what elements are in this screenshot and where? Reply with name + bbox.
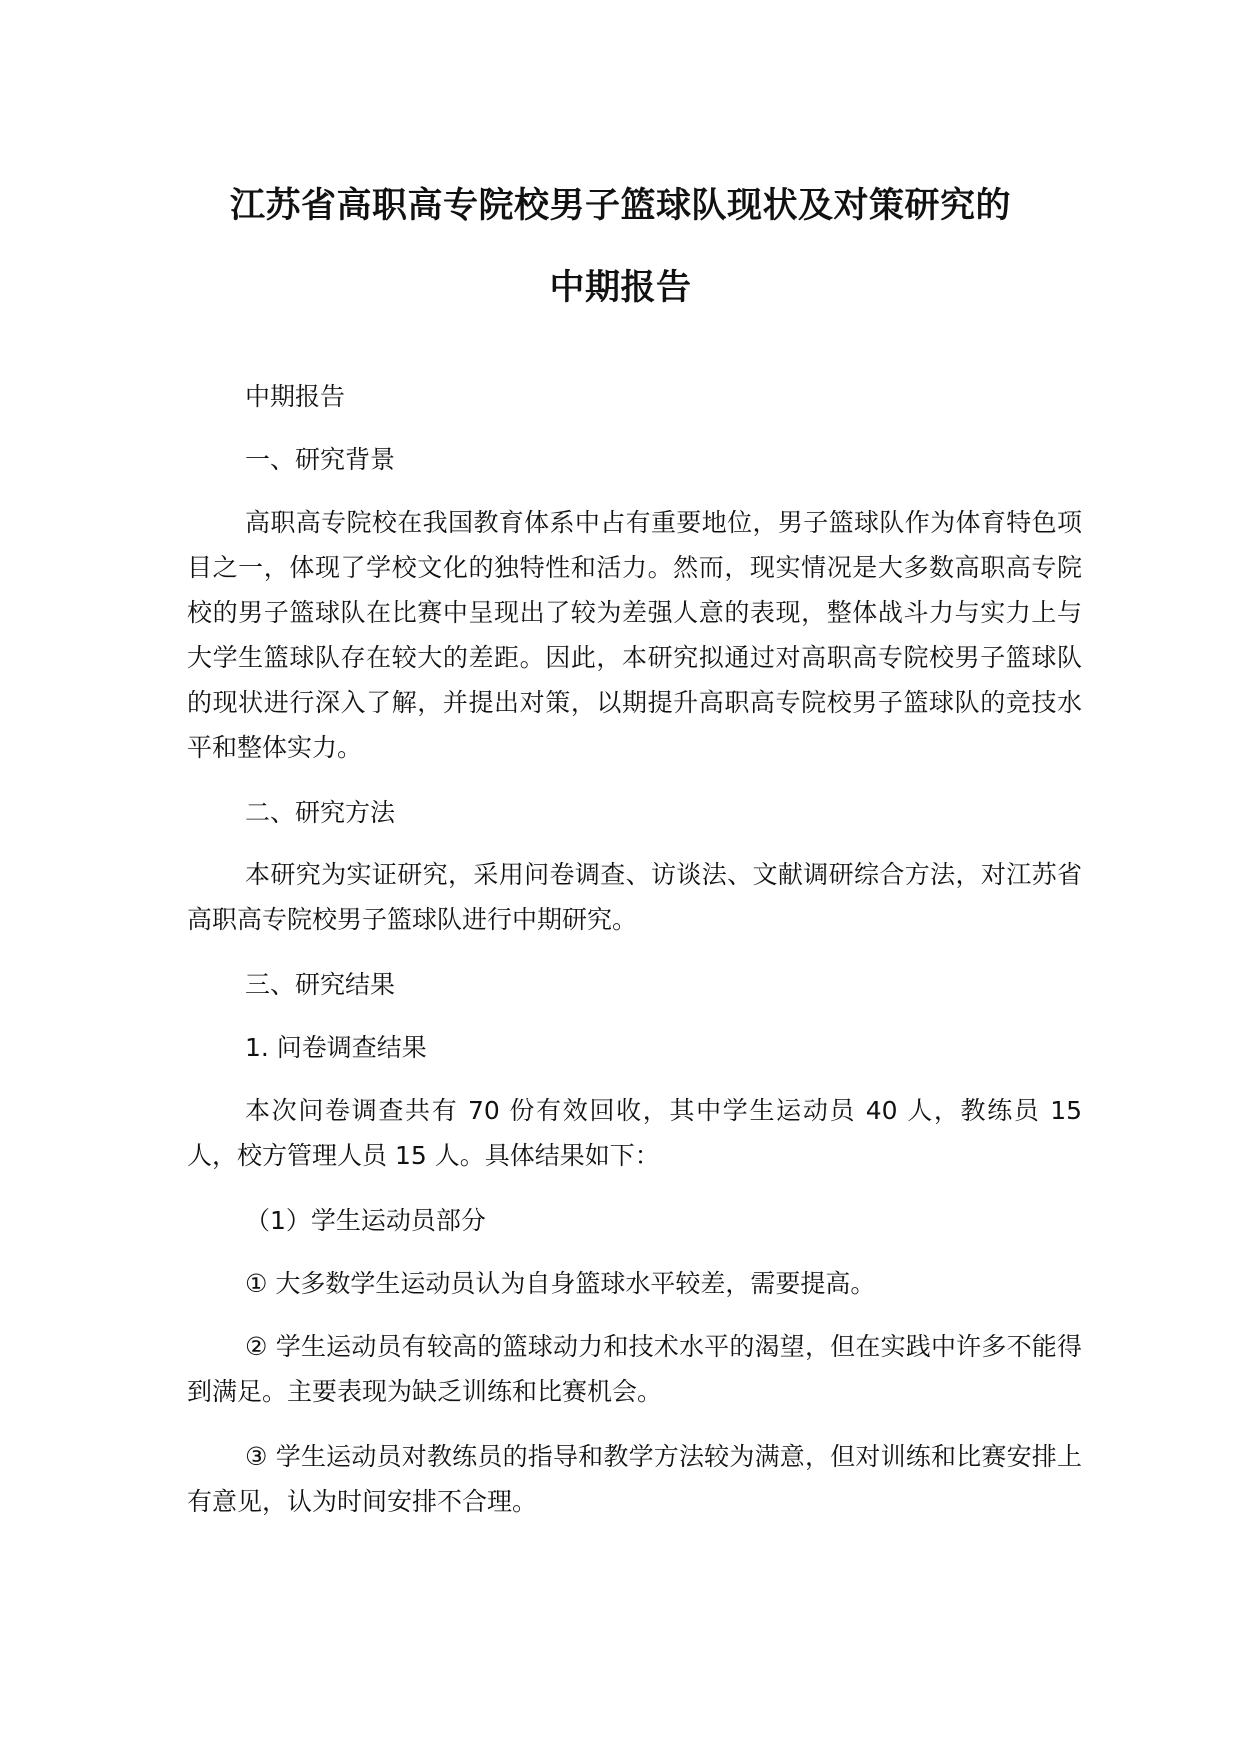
paragraph-background: 高职高专院校在我国教育体系中占有重要地位，男子篮球队作为体育特色项目之一，体现了学校文化的独特性和活力。然而，现实情况是大多数高职高专院校的男子篮球队在比赛中呈现出了较为差强人意的表现，整体战斗力与实力上与大学生篮球队存在较大的差距。因此，本研究拟通过对高职高专院校男子篮球队的现状进行深入了解，并提出对策，以期提升高职高专院校男子篮球队的竞技水平和整体实力。 <box>187 508 1082 762</box>
section-label-midterm-report: 中期报告 <box>245 382 346 411</box>
document-title-line-1: 江苏省高职高专院校男子篮球队现状及对策研究的 <box>229 186 1011 226</box>
heading-research-methods: 二、研究方法 <box>245 798 396 827</box>
heading-research-results: 三、研究结果 <box>245 970 396 999</box>
paragraph-methods: 本研究为实证研究，采用问卷调查、访谈法、文献调研综合方法，对江苏省高职高专院校男子篮球队进行中期研究。 <box>187 860 1082 934</box>
heading-research-background: 一、研究背景 <box>245 445 396 474</box>
paragraph-survey-summary: 本次问卷调查共有 70 份有效回收，其中学生运动员 40 人，教练员 15 人，校方管理人员 15 人。具体结果如下： <box>187 1096 1082 1170</box>
list-item-finding-1: ① 大多数学生运动员认为自身篮球水平较差，需要提高。 <box>245 1269 876 1298</box>
subheading-student-athletes: （1）学生运动员部分 <box>245 1206 486 1235</box>
document-title-line-2: 中期报告 <box>549 268 692 308</box>
subheading-survey-results: 1. 问卷调查结果 <box>245 1033 427 1062</box>
list-item-finding-2: ② 学生运动员有较高的篮球动力和技术水平的渴望，但在实践中许多不能得到满足。主要表现为缺乏训练和比赛机会。 <box>187 1332 1082 1406</box>
list-item-finding-3: ③ 学生运动员对教练员的指导和教学方法较为满意，但对训练和比赛安排上有意见，认为时间安排不合理。 <box>187 1442 1082 1516</box>
